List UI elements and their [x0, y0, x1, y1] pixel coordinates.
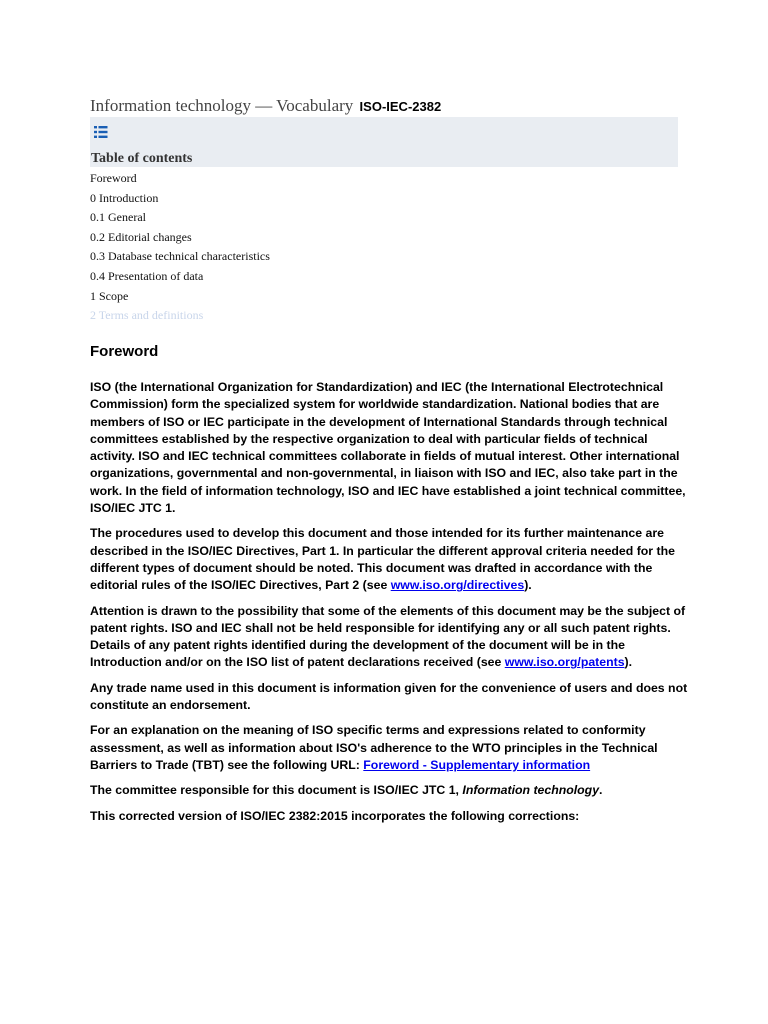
paragraph-text: The procedures used to develop this document and those intended for its further maintenance are described in the ISO/IEC Directives, Part 1. In particular the different approval criteria needed for the different types of document should be noted. This document was drafted in accordance with the editorial rules of the ISO/IEC Directives, Part 2 (see: [90, 526, 675, 593]
supplementary-info-link[interactable]: Foreword - Supplementary information: [363, 757, 591, 772]
paragraph: [90, 782, 690, 799]
toc-item-scope[interactable]: 1 Scope: [90, 288, 129, 303]
document-title: Information technology — Vocabulary: [90, 96, 354, 115]
committee-name: Information technology: [462, 783, 600, 798]
paragraph-text: The committee responsible for this document is ISO/IEC JTC 1,: [90, 783, 463, 798]
toc-item-introduction[interactable]: 0 Introduction: [90, 190, 159, 205]
paragraph-text: For an explanation on the meaning of ISO specific terms and expressions related to conformity assessment, as well as information about ISO's adherence to the WTO principles in the Technical Barriers to Trade (TBT) see the following URL:: [90, 723, 658, 772]
paragraph: [90, 525, 690, 594]
directives-link[interactable]: www.iso.org/directives: [390, 578, 525, 593]
document-code: ISO-IEC-2382: [359, 99, 442, 114]
toc-item-general[interactable]: 0.1 General: [90, 210, 146, 225]
paragraph: [90, 603, 690, 672]
paragraph-text: ).: [524, 578, 532, 593]
toc-item-foreword[interactable]: Foreword: [90, 171, 137, 185]
page-title: [90, 96, 441, 116]
section-heading-foreword: Foreword: [90, 343, 159, 360]
paragraph: [90, 722, 690, 774]
paragraph: Any trade name used in this document is information given for the convenience of users and does not constitute an endorsement.: [90, 680, 688, 713]
toc-item-editorial-changes[interactable]: 0.2 Editorial changes: [90, 229, 192, 244]
list-icon[interactable]: [94, 125, 108, 139]
toc-bar: [90, 117, 678, 167]
paragraph-text: .: [599, 783, 603, 798]
patents-link[interactable]: www.iso.org/patents: [504, 655, 625, 670]
paragraph-text: ).: [624, 655, 633, 670]
toc-heading: Table of contents: [91, 151, 193, 166]
paragraph: This corrected version of ISO/IEC 2382:2015 incorporates the following corrections:: [90, 808, 580, 823]
toc-item-terms-and-definitions[interactable]: 2 Terms and definitions: [90, 308, 204, 323]
foreword-content: [90, 379, 690, 833]
toc-item-presentation-of-data[interactable]: 0.4 Presentation of data: [90, 268, 204, 283]
toc-item-database-characteristics[interactable]: 0.3 Database technical characteristics: [90, 249, 270, 264]
paragraph-text: Attention is drawn to the possibility that some of the elements of this document may be the subject of patent rights. ISO and IEC shall not be held responsible for identifying any or all such patent rights. Details of any patent rights identified during the development of the document will be in the Introduction and/or on the ISO list of patent declarations received (see: [90, 603, 686, 670]
toc-list: [90, 170, 270, 327]
paragraph: ISO (the International Organization for Standardization) and IEC (the International Electrotechnical Commission) form the specialized system for worldwide standardization. National bodies that are members of ISO or IEC participate in the development of International Standards through technical committees established by the respective organization to deal with particular fields of technical activity. ISO and IEC technical committees collaborate in fields of mutual interest. Other international organizations, governmental and non-governmental, in liaison with ISO and IEC, also take part in the work. In the field of information technology, ISO and IEC have established a joint technical committee, ISO/IEC JTC 1.: [90, 380, 686, 516]
